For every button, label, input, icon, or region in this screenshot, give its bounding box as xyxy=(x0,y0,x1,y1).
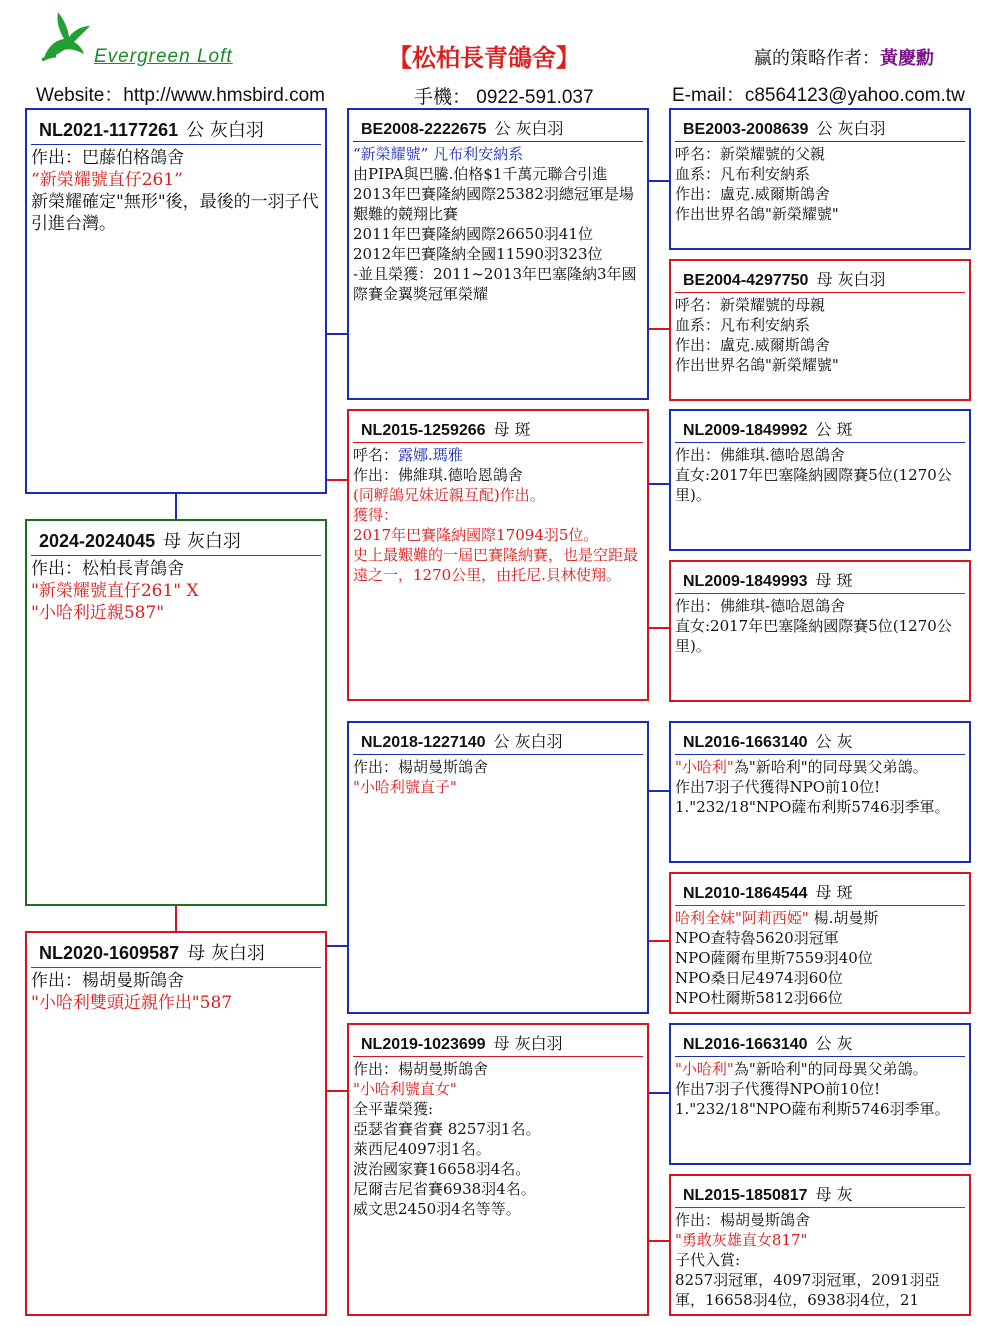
ring-number: NL2018-1227140 xyxy=(361,734,486,751)
author xyxy=(754,44,934,70)
info-line: 作出：楊胡曼斯鴿舍 xyxy=(353,1060,489,1078)
connector-line xyxy=(648,328,670,330)
info-line: 萊西尼4097羽1名。 xyxy=(353,1140,491,1158)
ring-number: NL2010-1864544 xyxy=(683,885,808,902)
dam-sire-body xyxy=(349,755,647,799)
ring-number: 2024-2024045 xyxy=(39,531,156,551)
info-line: 由PIPA與巴騰.伯格$1千萬元聯合引進 xyxy=(353,165,608,183)
info-line xyxy=(675,908,965,928)
highlight-line: 獲得： xyxy=(353,506,399,524)
ssd-box xyxy=(669,259,971,401)
info-line: 2012年巴賽隆納全國11590羽323位 xyxy=(353,245,603,263)
sire-sire-body xyxy=(349,142,647,306)
nickname-line xyxy=(353,445,643,465)
connector-line xyxy=(648,483,670,485)
highlight-text: "小哈利" xyxy=(675,1060,734,1078)
ring-number: NL2009-1849993 xyxy=(683,573,808,590)
sex-color: 母 斑 xyxy=(493,420,531,439)
sire-dam-box xyxy=(347,409,649,701)
sire-box xyxy=(25,108,327,494)
sex-color: 公 灰 xyxy=(815,732,853,751)
info-line: 作出世界名鴿"新榮耀號" xyxy=(675,356,839,374)
sex-color: 母 灰白羽 xyxy=(187,943,265,964)
sire-sire-box xyxy=(347,108,649,400)
sex-color: 公 斑 xyxy=(815,420,853,439)
dam-dam-box xyxy=(347,1023,649,1316)
dam-dam-body xyxy=(349,1057,647,1221)
dam-sire-header xyxy=(353,723,643,755)
info-line: 亞瑟省賽省賽 8257羽1名。 xyxy=(353,1120,541,1138)
page-title: 【松柏長青鴿舍】 xyxy=(388,44,580,72)
sds-header xyxy=(675,411,965,443)
ssd-body xyxy=(671,293,969,377)
info-line: 呼名：新榮耀號的父親 xyxy=(675,145,826,163)
dss-body xyxy=(671,755,969,819)
highlight-line: (同孵鴿兄妹近親互配)作出。 xyxy=(353,486,545,504)
info-text: 為"新哈利"的同母異父弟鴿。 xyxy=(733,1060,928,1078)
connector-line xyxy=(648,790,670,792)
sss-body xyxy=(671,142,969,226)
info-line: 作出：楊胡曼斯鴿舍 xyxy=(353,758,489,776)
author-name: 黃慶勳 xyxy=(880,48,934,69)
ssd-header xyxy=(675,261,965,293)
sdd-box xyxy=(669,560,971,702)
dam-body xyxy=(27,968,325,1016)
logo-text: Evergreen Loft xyxy=(94,46,233,67)
subject-box xyxy=(25,519,327,906)
highlight-line: "小哈利號直子" xyxy=(353,778,457,796)
highlight-line: "小哈利號直女" xyxy=(353,1080,457,1098)
info-line: 2013年巴賽隆納國際25382羽總冠軍是場艱難的競翔比賽 xyxy=(353,185,634,223)
sss-box xyxy=(669,108,971,250)
sire-header xyxy=(31,110,321,145)
connector-line xyxy=(648,1092,670,1094)
sds-body xyxy=(671,443,969,507)
dds-box xyxy=(669,1023,971,1165)
connector-line xyxy=(325,333,347,335)
sdd-body xyxy=(671,594,969,658)
connector-line xyxy=(325,1090,347,1092)
sire-dam-header xyxy=(353,411,643,443)
dss-box xyxy=(669,721,971,863)
connector-line xyxy=(648,940,670,942)
dsd-box xyxy=(669,872,971,1014)
dsd-header xyxy=(675,874,965,906)
sex-color: 母 斑 xyxy=(815,883,853,902)
info-line xyxy=(675,757,965,777)
sds-box xyxy=(669,409,971,551)
subject-body xyxy=(27,556,325,626)
ring-number: NL2016-1663140 xyxy=(683,1036,808,1053)
ring-number: BE2003-2008639 xyxy=(683,121,809,138)
ring-number: NL2015-1259266 xyxy=(361,422,486,439)
connector-line xyxy=(325,479,347,481)
dove-icon xyxy=(34,10,92,68)
info-line: NPO查特魯5620羽冠軍 xyxy=(675,929,839,947)
info-line: -並且榮獲：2011~2013年巴塞隆納3年國際賽金翼獎冠軍榮耀 xyxy=(353,265,637,303)
ddd-header xyxy=(675,1176,965,1208)
info-line: 新榮耀確定"無形"後，最後的一羽子代引進台灣。 xyxy=(31,192,319,234)
dam-sire-box xyxy=(347,721,649,1014)
sex-color: 公 灰白羽 xyxy=(493,732,563,751)
ring-number: BE2008-2222675 xyxy=(361,121,487,138)
highlight-line: 史上最艱難的一屆巴賽隆納賽，也是空距最遠之一，1270公里，由托尼.貝林使翔。 xyxy=(353,546,639,584)
info-line: 作出：楊胡曼斯鴿舍 xyxy=(31,971,184,991)
info-line: NPO薩爾布里斯7559羽40位 xyxy=(675,949,873,967)
connector-line xyxy=(325,945,347,947)
info-line: 威文思2450羽4名等等。 xyxy=(353,1200,521,1218)
connector-line xyxy=(175,492,177,520)
highlight-line: 2017年巴賽隆納國際17094羽5位。 xyxy=(353,526,599,544)
sire-sire-header xyxy=(353,110,643,142)
sex-color: 母 灰白羽 xyxy=(493,1034,563,1053)
sss-header xyxy=(675,110,965,142)
dss-header xyxy=(675,723,965,755)
info-line: 1."232/18"NPO薩布利斯5746羽季軍。 xyxy=(675,1100,950,1118)
ring-number: NL2019-1023699 xyxy=(361,1036,486,1053)
info-line: 直女:2017年巴塞隆納國際賽5位(1270公里)。 xyxy=(675,617,952,655)
info-line: NPO桑日尼4974羽60位 xyxy=(675,969,843,987)
highlight-line: "小哈利近親587" xyxy=(31,603,165,623)
highlight-text: "小哈利" xyxy=(675,758,734,776)
ddd-box xyxy=(669,1174,971,1316)
highlight-line: "小哈利雙頭近親作出"587 xyxy=(31,993,233,1013)
connector-line xyxy=(175,904,177,932)
info-line: 血系：凡布利安納系 xyxy=(675,165,811,183)
highlight-line: “新榮耀號直仔261” xyxy=(31,170,183,190)
sex-color: 母 灰 xyxy=(815,1185,853,1204)
connector-line xyxy=(648,1240,670,1242)
info-line: 作出：盧克.威爾斯鴿舍 xyxy=(675,336,830,354)
sex-color: 公 灰白羽 xyxy=(494,119,564,138)
info-text: 為"新哈利"的同母異父弟鴿。 xyxy=(733,758,928,776)
info-line: 作出7羽子代獲得NPO前10位! xyxy=(675,778,881,796)
highlight-line: "新榮耀號直仔261" X xyxy=(31,581,199,601)
dds-body xyxy=(671,1057,969,1121)
ring-number: BE2004-4297750 xyxy=(683,272,809,289)
phone: 手機： 0922-591.037 xyxy=(414,87,594,108)
sex-color: 母 灰白羽 xyxy=(163,531,241,552)
dsd-body xyxy=(671,906,969,1010)
info-text: 楊.胡曼斯 xyxy=(808,909,879,927)
info-line: 作出：佛維琪-德哈恩鴿舍 xyxy=(675,597,846,615)
ring-number: NL2020-1609587 xyxy=(39,943,180,963)
info-line: 8257羽冠軍，4097羽冠軍，2091羽亞軍，16658羽4位，6938羽4位，21 xyxy=(675,1271,940,1309)
sex-color: 母 灰白羽 xyxy=(816,270,886,289)
dds-header xyxy=(675,1025,965,1057)
logo xyxy=(34,10,92,68)
info-line: 作出：巴藤伯格鴿舍 xyxy=(31,148,184,168)
nickname-label: 呼名： xyxy=(353,446,399,464)
dam-header xyxy=(31,933,321,968)
info-line: 作出7羽子代獲得NPO前10位! xyxy=(675,1080,881,1098)
sex-color: 公 灰 xyxy=(815,1034,853,1053)
nickname: 露娜.瑪雅 xyxy=(398,446,463,464)
info-line: 作出：盧克.威爾斯鴿舍 xyxy=(675,185,830,203)
sex-color: 母 斑 xyxy=(815,571,853,590)
info-line: NPO杜爾斯5812羽66位 xyxy=(675,989,843,1007)
info-line: 呼名：新榮耀號的母親 xyxy=(675,296,826,314)
highlight-line: “新榮耀號” 凡布利安納系 xyxy=(353,145,524,163)
sex-color: 公 灰白羽 xyxy=(186,120,264,141)
info-line: 2011年巴賽隆納國際26650羽41位 xyxy=(353,225,593,243)
highlight-text: 哈利全妹"阿莉西婭" xyxy=(675,909,809,927)
ring-number: NL2015-1850817 xyxy=(683,1187,808,1204)
info-line: 作出：松柏長青鴿舍 xyxy=(31,559,184,579)
sire-body xyxy=(27,145,325,237)
author-label: 贏的策略作者： xyxy=(754,48,880,69)
sire-dam-body xyxy=(349,443,647,587)
ring-number: NL2009-1849992 xyxy=(683,422,808,439)
website: Website：http://www.hmsbird.com xyxy=(36,85,325,106)
dam-dam-header xyxy=(353,1025,643,1057)
info-line: 波治國家賽16658羽4名。 xyxy=(353,1160,531,1178)
info-line: 全平輩榮獲: xyxy=(353,1100,434,1118)
info-line: 子代入賞: xyxy=(675,1251,741,1269)
connector-line xyxy=(648,180,670,182)
info-line: 血系：凡布利安納系 xyxy=(675,316,811,334)
connector-line xyxy=(648,627,670,629)
sex-color: 公 灰白羽 xyxy=(816,119,886,138)
sdd-header xyxy=(675,562,965,594)
info-line: 作出：佛維琪.德哈恩鴿舍 xyxy=(353,466,523,484)
ddd-body xyxy=(671,1208,969,1312)
info-line: 1."232/18"NPO薩布利斯5746羽季軍。 xyxy=(675,798,950,816)
info-line xyxy=(675,1059,965,1079)
info-line: 作出世界名鴿"新榮耀號" xyxy=(675,205,839,223)
dam-box xyxy=(25,931,327,1316)
info-line: 作出：楊胡曼斯鴿舍 xyxy=(675,1211,811,1229)
ring-number: NL2016-1663140 xyxy=(683,734,808,751)
ring-number: NL2021-1177261 xyxy=(39,120,179,140)
info-line: 作出：佛維琪.德哈恩鴿舍 xyxy=(675,446,845,464)
info-line: 尼爾吉尼省賽6938羽4名。 xyxy=(353,1180,536,1198)
email: E-mail：c8564123@yahoo.com.tw xyxy=(672,85,965,106)
info-line: 直女:2017年巴塞隆納國際賽5位(1270公里)。 xyxy=(675,466,952,504)
highlight-line: "勇敢灰雄直女817" xyxy=(675,1231,808,1249)
subject-header xyxy=(31,521,321,556)
